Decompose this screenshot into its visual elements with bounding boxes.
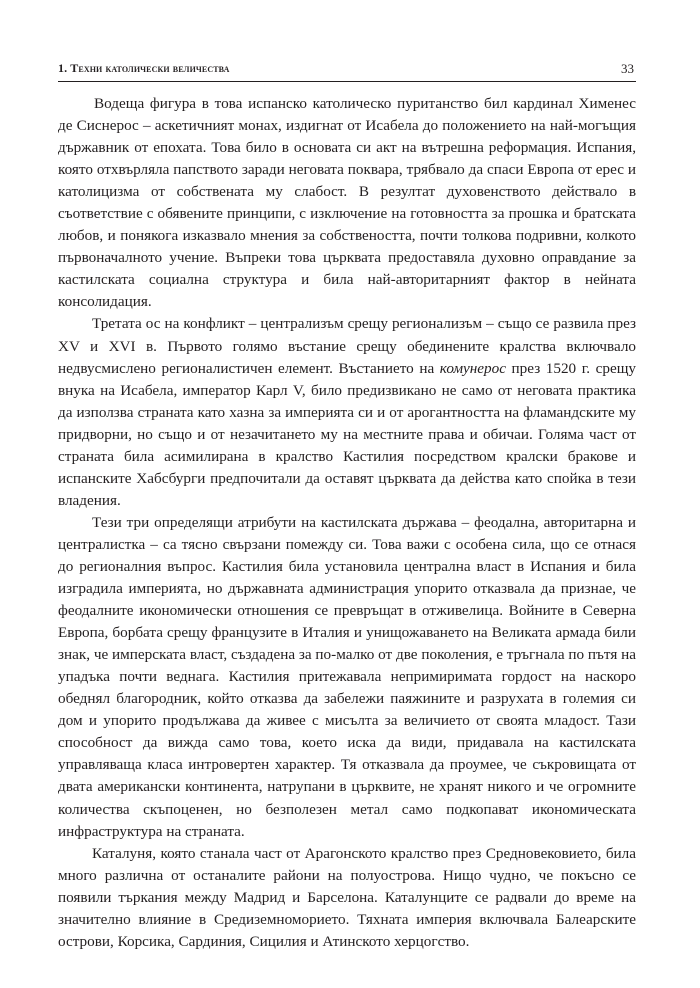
paragraph-2-text-end: през 1520 г. срещу внука на Исабела, император Карл V, било предизвикано не само от неговата практика да използва страната като хазна за империята си и от арогантността на фламандските му придворни, но също и от незачитането му на местните права и обичаи. Голяма част от страната била асимилирана в кралство Кастилия посредством кралски бракове и испанските Хабсбурги предпочитали да оставят църквата да действа като спойка в тези владения.	[58, 359, 636, 509]
paragraph-2	[58, 313, 636, 511]
paragraph-4: Каталуня, която станала част от Арагонското кралство през Средновековието, била много различна от останалите райони на полуострова. Нищо чудно, че покъсно се появили търкания между Мадрид и Барселона. Каталунците се радвали до време на значително влияние в Средиземноморието. Тяхната империя включвала Балеарските острови, Корсика, Сардиния, Сицилия и Атинското херцогство.	[58, 844, 636, 950]
paragraph-2-emphasis: комунерос	[439, 359, 506, 377]
paragraph-1: Водеща фигура в това испанско католическо пуританство бил кардинал Хименес де Сиснерос – аскетичният монах, издигнат от Исабела до положението на най-могъщия държавник от епохата. Това било в основата си акт на вътрешна реформация. Испания, която отхвърляла папството заради неговата поквара, трябвало да спаси Европа от ерес и католицизма от собствената му слабост. В резултат духовенството действало в съответствие с обявените принципи, с изключение на готовността за прошка и братската любов, и понякога изказвало мнения за собствеността, почти толкова подривни, колкото първоначалното учение. Въпреки това църквата предоставяла духовно оправдание за кастилската социална структура и била най-авторитарният фактор в нейната консолидация.	[58, 95, 636, 311]
paragraph-3: Тези три определящи атрибути на кастилската държава – феодална, авторитарна и централистка – са тясно свързани помежду си. Това важи с особена сила, що се отнася до регионалния въпрос. Кастилия била установила централна власт в Испания и била изградила империята, но държавната администрация упорито отказвала да признае, че феодалните икономически отношения се превръщат в отживелица. Войните в Северна Европа, борбата срещу французите в Италия и унищожаването на Великата армада били знак, че имперската власт, създадена за по-малко от две поколения, е тръгнала по пътя на упадъка почти веднага. Кастилия притежавала непримиримата гордост на наскоро обеднял благородник, който отказва да забележи паяжините и разрухата в големия си дом и упорито продължава да живее с мисълта за величието от своята младост. Тази способност да вижда само това, което иска да види, придавала на кастилската управляваща класа интровертен характер. Тя отказвала да проумее, че съкровищата от двата американски континента, натрупани в църквите, не хранят никого и че огромните количества скъпоценен, но безполезен метал само подкопават икономическата инфраструктура на страната.	[58, 513, 636, 840]
page-number: 33	[621, 61, 634, 76]
page-body	[58, 93, 636, 953]
paragraph-2-text-start: Третата ос на конфликт – централизъм срещу регионализъм – също се развила през XV и XVI в. Първото голямо въстание срещу обединените кралства включвало недвусмислено регионалистичен елемент. Въстанието на	[58, 315, 636, 377]
page-header	[58, 59, 636, 82]
running-head: 1. Техни католически величества	[58, 61, 230, 75]
